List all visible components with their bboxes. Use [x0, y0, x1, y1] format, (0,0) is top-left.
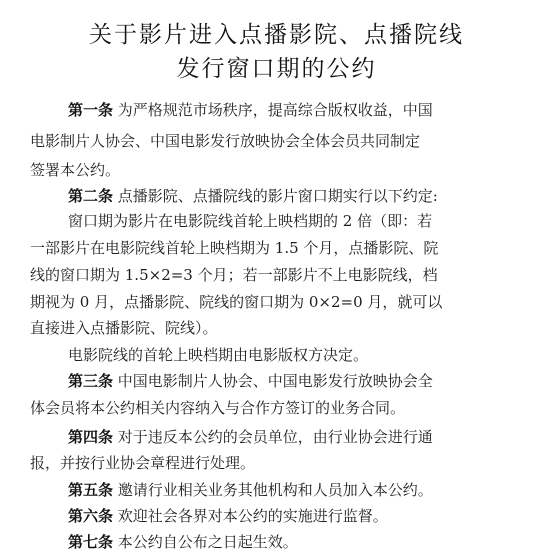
- article-7-label: 第七条: [68, 533, 114, 551]
- article-2-label: 第二条: [68, 187, 114, 205]
- article-5-line: 第五条 邀请行业相关业务其他机构和人员加入本公约。: [68, 481, 433, 499]
- title-line-2: 发行窗口期的公约: [176, 56, 377, 82]
- article-1-line-2: 电影制片人协会、中国电影发行放映协会全体会员共同制定: [30, 132, 421, 150]
- article-2-line-1: 第二条 点播影院、点播院线的影片窗口期实行以下约定:: [68, 187, 438, 205]
- article-2-line-3: 一部影片在电影院线首轮上映档期为 1.5 个月，点播影院、院: [30, 239, 439, 257]
- article-2-line-4: 线的窗口期为 1.5×2=3 个月；若一部影片不上电影院线，档: [30, 266, 438, 284]
- article-3-label: 第三条: [68, 372, 114, 390]
- article-3-line-2: 体会员将本公约相关内容纳入与合作方签订的业务合同。: [30, 399, 406, 417]
- article-6-label: 第六条: [68, 507, 114, 525]
- article-4-label: 第四条: [68, 428, 114, 446]
- article-7-line: 第七条 本公约自公布之日起生效。: [68, 533, 298, 551]
- article-1-label: 第一条: [68, 101, 114, 119]
- article-4-line-1: 第四条 对于违反本公约的会员单位，由行业协会进行通: [68, 428, 433, 446]
- article-3-line-1: 第三条 中国电影制片人协会、中国电影发行放映协会全: [68, 372, 433, 390]
- article-1-line-3: 签署本公约。: [30, 161, 121, 179]
- article-2-line-5: 期视为 0 月，点播影院、院线的窗口期为 0×2=0 月，就可以: [30, 293, 443, 311]
- article-6-line: 第六条 欢迎社会各界对本公约的实施进行监督。: [68, 507, 388, 525]
- article-2-line-7: 电影院线的首轮上映档期由电影版权方决定。: [68, 346, 369, 364]
- article-5-label: 第五条: [68, 481, 114, 499]
- article-2-line-6: 直接进入点播影院、院线）。: [30, 319, 218, 337]
- article-2-line-2: 窗口期为影片在电影院线首轮上映档期的 2 倍（即：若: [68, 212, 433, 230]
- article-4-line-2: 报，并按行业协会章程进行处理。: [30, 454, 256, 472]
- article-1-line-1: 第一条 为严格规范市场秩序，提高综合版权收益，中国: [68, 101, 433, 119]
- title-line-1: 关于影片进入点播影院、点播院线: [89, 22, 464, 48]
